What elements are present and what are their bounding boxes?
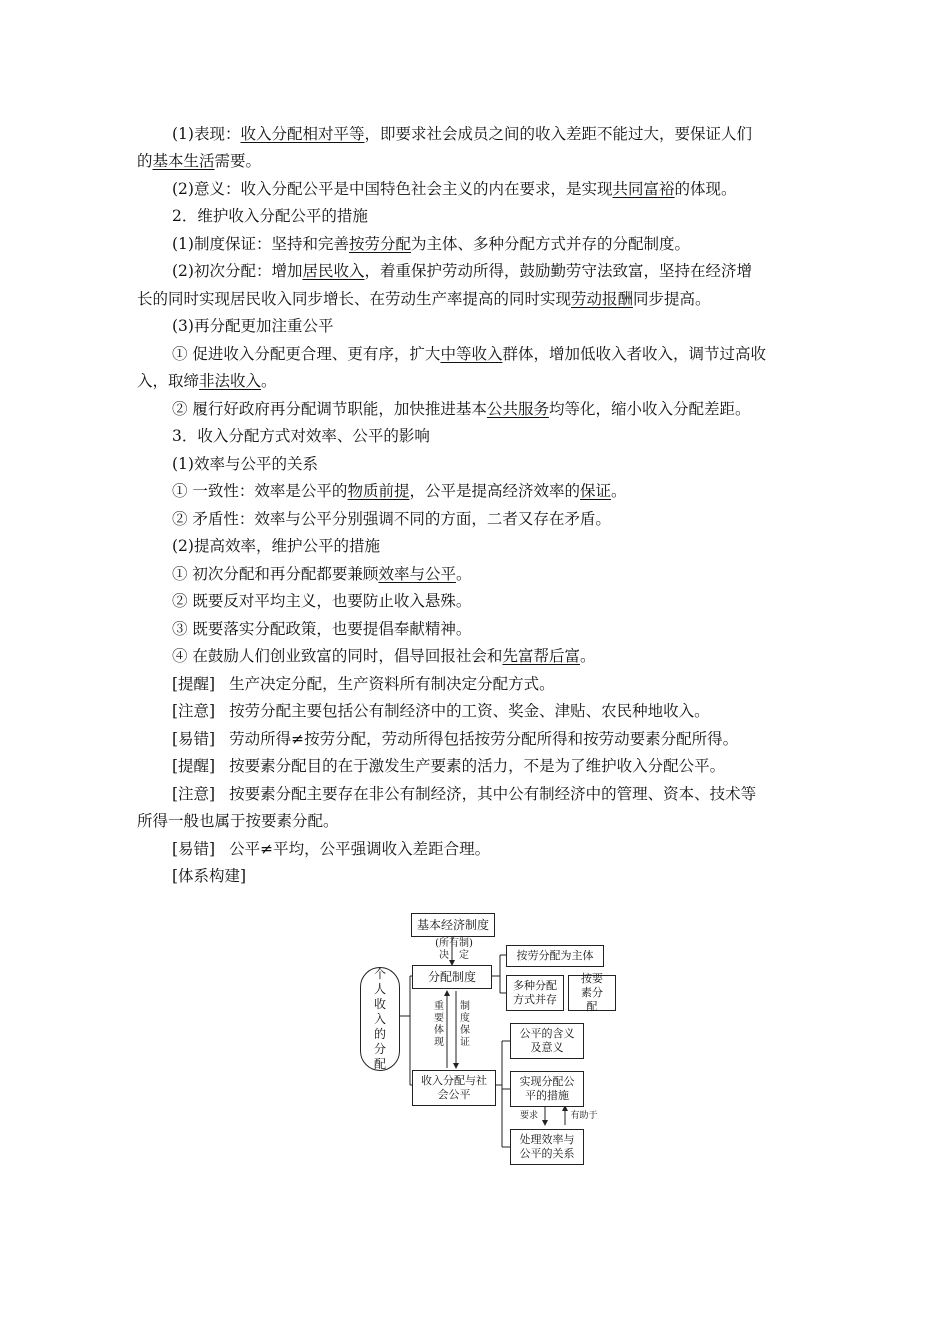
diagram-label-helpful: 有助于 bbox=[570, 1111, 598, 1121]
para-improve-3: ③ 既要落实分配政策，也要提倡奉献精神。 bbox=[172, 620, 472, 638]
note-error-1: [易错] 劳动所得≠按劳分配，劳动所得包括按劳分配所得和按劳动要素分配所得。 bbox=[172, 730, 739, 748]
diagram-fairness-measures: 实现分配公平的措施 bbox=[510, 1071, 584, 1107]
para-manifestation: (1)表现：收入分配相对平等，即要求社会成员之间的收入差距不能过大，要保证人们 bbox=[172, 125, 752, 143]
diagram-label-determine: 决 定 bbox=[439, 950, 469, 961]
heading-impact: 3．收入分配方式对效率、公平的影响 bbox=[172, 427, 430, 445]
diagram-label-system-guarantee: 制度保证 bbox=[460, 1001, 470, 1048]
note-reminder-1: [提醒] 生产决定分配，生产资料所有制决定分配方式。 bbox=[172, 675, 555, 693]
para-redistribution-1-cont: 入，取缔非法收入。 bbox=[137, 372, 277, 390]
diagram-distribution-system: 分配制度 bbox=[412, 965, 492, 989]
diagram-efficiency-fairness: 处理效率与公平的关系 bbox=[510, 1129, 584, 1165]
diagram-fairness-meaning: 公平的含义及意义 bbox=[510, 1023, 584, 1059]
para-redistribution-2: ② 履行好政府再分配调节职能，加快推进基本公共服务均等化，缩小收入分配差距。 bbox=[172, 400, 751, 418]
para-improve-4: ④ 在鼓励人们创业致富的同时，倡导回报社会和先富帮后富。 bbox=[172, 647, 596, 665]
heading-measures: 2．维护收入分配公平的措施 bbox=[172, 207, 368, 225]
diagram-multiple-distribution: 多种分配方式并存 bbox=[506, 975, 564, 1011]
heading-system-build: [体系构建] bbox=[172, 867, 247, 885]
diagram-basic-economic-system: 基本经济制度 bbox=[411, 913, 495, 937]
para-contradiction: ② 矛盾性：效率与公平分别强调不同的方面，二者又存在矛盾。 bbox=[172, 510, 611, 528]
para-redistribution-1: ① 促进收入分配更合理、更有序，扩大中等收入群体，增加低收入者收入，调节过高收 bbox=[172, 345, 766, 363]
diagram-income-fairness: 收入分配与社会公平 bbox=[412, 1070, 496, 1106]
para-system-guarantee: (1)制度保证：坚持和完善按劳分配为主体、多种分配方式并存的分配制度。 bbox=[172, 235, 690, 253]
note-reminder-2: [提醒] 按要素分配目的在于激发生产要素的活力，不是为了维护收入分配公平。 bbox=[172, 757, 726, 775]
para-primary-distribution-cont: 长的同时实现居民收入同步增长、在劳动生产率提高的同时实现劳动报酬同步提高。 bbox=[137, 290, 711, 308]
para-primary-distribution: (2)初次分配：增加居民收入，着重保护劳动所得，鼓励勤劳守法致富，坚持在经济增 bbox=[172, 262, 752, 280]
note-attention-2: [注意] 按要素分配主要存在非公有制经济，其中公有制经济中的管理、资本、技术等 bbox=[172, 785, 757, 803]
para-manifestation-cont: 的基本生活需要。 bbox=[137, 152, 262, 170]
diagram-distribution-by-labor: 按劳分配为主体 bbox=[506, 945, 604, 967]
diagram-personal-income-distribution: 个人收入的分配 bbox=[360, 967, 400, 1071]
diagram-label-require: 要求 bbox=[519, 1111, 538, 1121]
para-improve-2: ② 既要反对平均主义，也要防止收入悬殊。 bbox=[172, 592, 472, 610]
diagram-label-important-embodiment: 重要体现 bbox=[434, 1001, 444, 1048]
heading-improve: (2)提高效率，维护公平的措施 bbox=[172, 537, 380, 555]
diagram-label-ownership: (所有制) bbox=[435, 938, 473, 949]
heading-relationship: (1)效率与公平的关系 bbox=[172, 455, 318, 473]
para-consistency: ① 一致性：效率是公平的物质前提，公平是提高经济效率的保证。 bbox=[172, 482, 627, 500]
para-improve-1: ① 初次分配和再分配都要兼顾效率与公平。 bbox=[172, 565, 472, 583]
heading-redistribution: (3)再分配更加注重公平 bbox=[172, 317, 334, 335]
note-attention-1: [注意] 按劳分配主要包括公有制经济中的工资、奖金、津贴、农民种地收入。 bbox=[172, 702, 710, 720]
note-attention-2-cont: 所得一般也属于按要素分配。 bbox=[137, 812, 339, 830]
diagram-distribution-by-factors: 按要素分配 bbox=[568, 975, 616, 1011]
note-error-2: [易错] 公平≠平均，公平强调收入差距合理。 bbox=[172, 840, 491, 858]
para-significance: (2)意义：收入分配公平是中国特色社会主义的内在要求，是实现共同富裕的体现。 bbox=[172, 180, 737, 198]
concept-diagram bbox=[355, 905, 625, 1170]
